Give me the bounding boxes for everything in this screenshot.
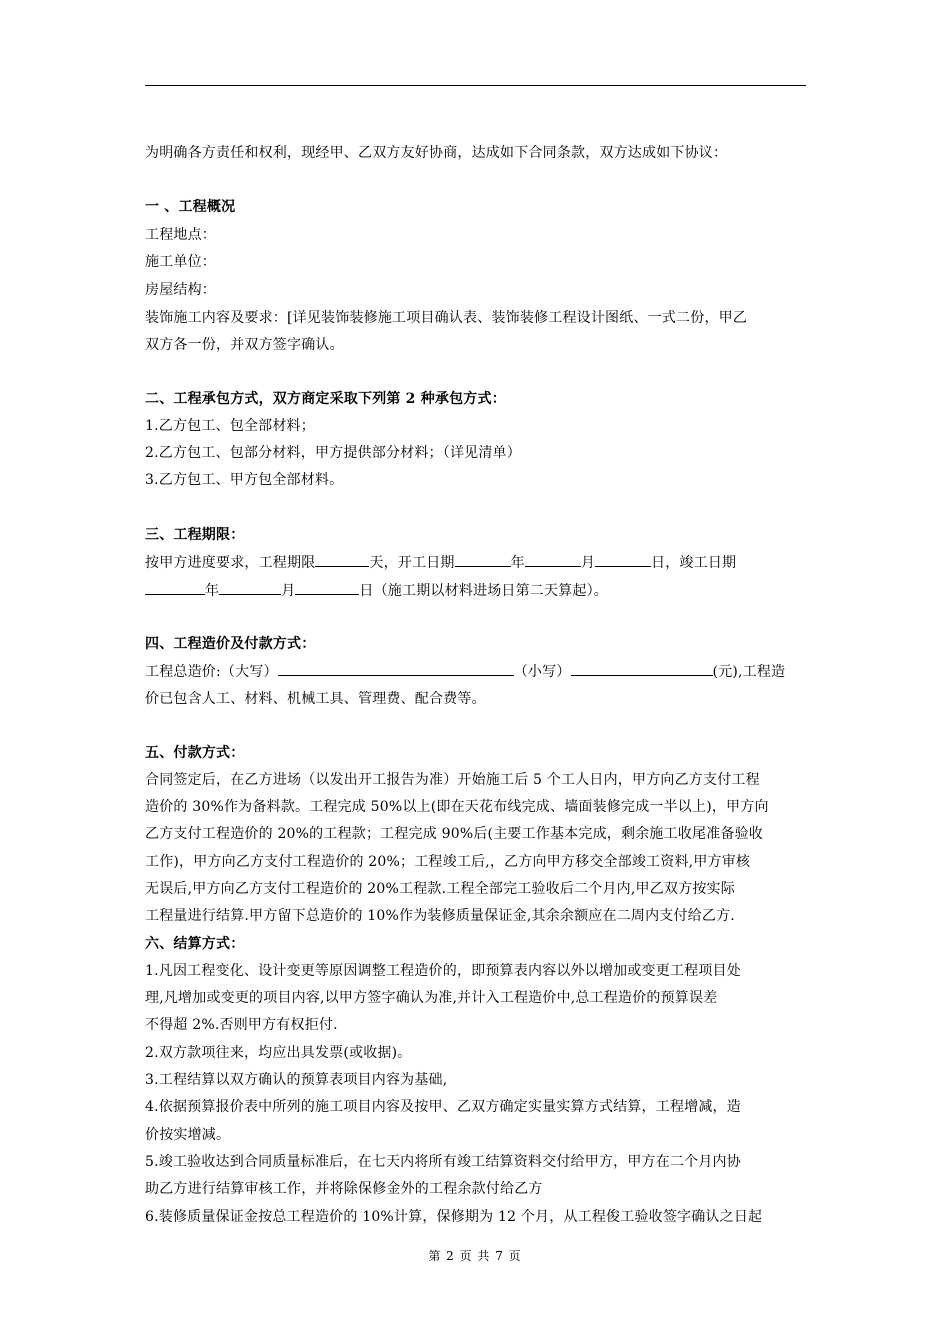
schedule-text: 年	[510, 555, 525, 571]
total-price-line1	[145, 661, 810, 682]
house-structure: 房屋结构：	[145, 282, 216, 298]
schedule-line1	[145, 552, 810, 573]
contract-option-2: 2.乙方包工、包部分材料，甲方提供部分材料；（详见清单）	[145, 445, 521, 461]
schedule-text: 按甲方进度要求，工程期限	[145, 555, 316, 571]
schedule-text: 月	[580, 555, 596, 571]
start-day-blank	[595, 552, 651, 567]
start-year-blank	[455, 552, 511, 567]
payment-paragraph-line: 造价的 30%作为备料款。工程完成 50%以上(即在天花布线完成、墙面装修完成一半以上)，甲方向	[145, 799, 769, 815]
content-requirements-line1: 装饰施工内容及要求：[详见装饰装修施工项目确认表、装饰装修工程设计图纸、一式二份，甲乙	[145, 310, 748, 326]
schedule-line2	[145, 580, 810, 601]
page-number-footer: 第 2 页 共 7 页	[428, 1249, 522, 1263]
settlement-line: 6.装修质量保证金按总工程造价的 10%计算，保修期为 12 个月，从工程俊工验收签字确认之日起	[145, 1209, 763, 1225]
payment-paragraph-line: 工作)，甲方向乙方支付工程造价的 20%；工程竣工后,，乙方向甲方移交全部竣工资料,甲方审核	[145, 854, 751, 870]
settlement-line: 助乙方进行结算审核工作，并将除保修金外的工程余款付给乙方	[145, 1181, 543, 1197]
start-month-blank	[525, 552, 581, 567]
section3-heading: 三、工程期限：	[145, 527, 245, 543]
payment-paragraph-line: 工程量进行结算.甲方留下总造价的 10%作为装修质量保证金,其余余额应在二周内支付给乙方.	[145, 908, 735, 924]
price-text: （小写）	[513, 664, 571, 680]
construction-unit: 施工单位：	[145, 254, 216, 270]
duration-days-blank	[315, 552, 369, 567]
schedule-text: 年	[205, 583, 220, 599]
price-in-words-blank	[278, 661, 514, 676]
content-requirements-line2: 双方各一份，并双方签字确认。	[145, 337, 344, 353]
settlement-line: 不得超 2%.否则甲方有权拒付.	[145, 1017, 338, 1033]
schedule-text: 天，开工日期	[369, 555, 455, 571]
price-text: 工程总造价:（大写）	[145, 664, 278, 680]
end-day-blank	[295, 580, 359, 595]
header-rule	[145, 85, 806, 86]
schedule-text: 日，竣工日期	[651, 555, 737, 571]
end-month-blank	[219, 580, 281, 595]
settlement-line: 2.双方款项往来，均应出具发票(或收据)。	[145, 1045, 412, 1061]
settlement-line: 3.工程结算以双方确认的预算表项目内容为基础,	[145, 1072, 448, 1088]
settlement-line: 理,凡增加或变更的项目内容,以甲方签字确认为准,并计入工程造价中,总工程造价的预算误差	[145, 990, 718, 1006]
payment-paragraph-line: 无误后,甲方向乙方支付工程造价的 20%工程款.工程全部完工验收后二个月内,甲乙双方按实际	[145, 881, 735, 897]
section5-heading: 五、付款方式：	[145, 745, 245, 761]
contract-option-3: 3.乙方包工、甲方包全部材料。	[145, 472, 344, 488]
section1-heading: 一 、工程概况	[145, 199, 236, 215]
contract-option-1: 1.乙方包工、包全部材料；	[145, 418, 315, 434]
settlement-line: 4.依据预算报价表中所列的施工项目内容及按甲、乙双方确定实量实算方式结算，工程增减，造	[145, 1099, 741, 1115]
section6-heading: 六、结算方式：	[145, 936, 245, 952]
project-location: 工程地点：	[145, 227, 216, 243]
price-text: (元),工程造	[712, 664, 786, 680]
settlement-line: 1.凡因工程变化、设计变更等原因调整工程造价的，即预算表内容以外以增加或变更工程项目处	[145, 963, 741, 979]
payment-paragraph-line: 乙方支付工程造价的 20%的工程款；工程完成 90%后(主要工作基本完成，剩余施工收尾准备验收	[145, 826, 763, 842]
payment-paragraph-line: 合同签定后，在乙方进场（以发出开工报告为准）开始施工后 5 个工人日内，甲方向乙方支付工程	[145, 772, 760, 788]
section4-heading: 四、工程造价及付款方式：	[145, 636, 316, 652]
settlement-line: 5.竣工验收达到合同质量标准后，在七天内将所有竣工结算资料交付给甲方，甲方在二个月内协	[145, 1154, 741, 1170]
total-price-line2: 价已包含人工、材料、机械工具、管理费、配合费等。	[145, 691, 486, 707]
section2-heading: 二、工程承包方式，双方商定采取下列第 2 种承包方式：	[145, 391, 506, 407]
schedule-text: 日（施工期以材料进场日第二天算起）。	[359, 583, 609, 599]
settlement-line: 价按实增减。	[145, 1127, 231, 1143]
schedule-text: 月	[281, 583, 296, 599]
price-in-figures-blank	[571, 661, 713, 676]
end-year-blank	[145, 580, 205, 595]
intro-paragraph: 为明确各方责任和权利，现经甲、乙双方友好协商，达成如下合同条款，双方达成如下协议：	[145, 145, 728, 161]
